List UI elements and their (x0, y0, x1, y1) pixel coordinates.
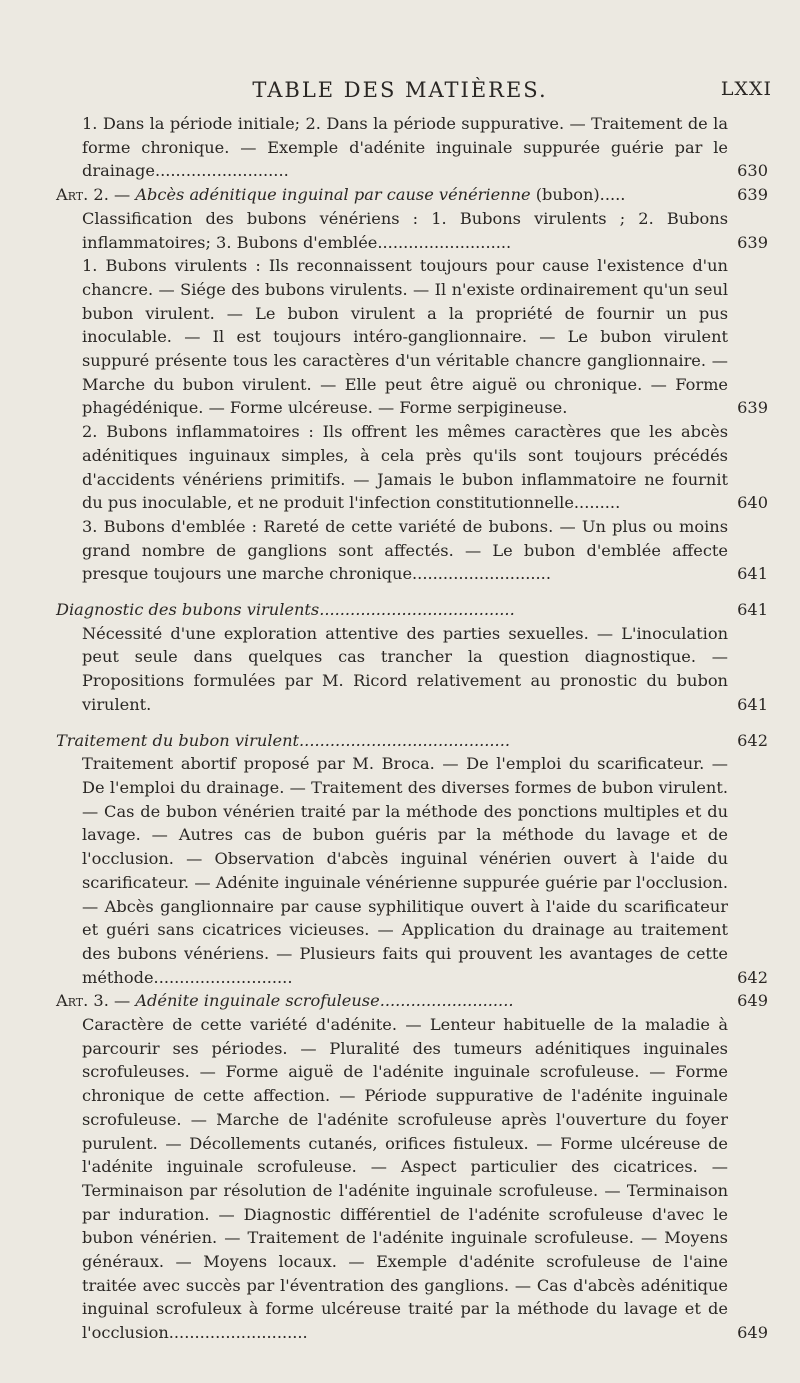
toc-page-ref: 649 (737, 1323, 768, 1343)
toc-article-entry (56, 183, 768, 207)
toc-page-ref: 640 (737, 493, 768, 513)
toc-content (56, 112, 768, 1345)
toc-entry: Classification des bubons vénériens : 1. Bubons virulents ; 2. Bubons inflammatoires; 3. Bubons d'emblée.......................... 639 (82, 207, 768, 254)
article-suffix: (bubon)..... (535, 185, 626, 205)
toc-page-ref: 641 (737, 564, 768, 584)
toc-page-ref: 642 (737, 967, 768, 987)
toc-entry: Caractère de cette variété d'adénite. — Lenteur habituelle de la maladie à parcourir ses périodes. — Pluralité des tumeurs adénitiques inguinales scrofuleuses. — Forme aiguë de l'adénite inguinale scrofuleuse. — Forme chronique de cette affection. — Période suppurative de l'adénite inguinale scrofuleuse. — Marche de l'adénite scrofuleuse après l'ouverture du foyer purulent. — Décollements cutanés, orifices fistuleux. — Forme ulcéreuse de l'adénite inguinale scrofuleuse. — Aspect particulier des cicatrices. — Terminaison par résolution de l'adénite inguinale scrofuleuse. — Terminaison par induration. — Diagnostic différentiel de l'adénite scrofuleuse d'avec le bubon vénérien. — Traitement de l'adénite inguinale scrofuleuse. — Moyens généraux. — Moyens locaux. — Exemple d'adénite scrofuleuse de l'aine traitée avec succès par l'éventration des ganglions. — Cas d'abcès adénitique inguinal scrofuleux à forme ulcéreuse traité par la méthode du lavage et de l'occlusion........................... 649 (82, 1013, 768, 1345)
toc-article-entry (56, 989, 768, 1013)
toc-page-ref: 639 (737, 185, 768, 205)
article-label: Art. 3. — (56, 991, 131, 1011)
article-title: Abcès adénitique inguinal par cause vénérienne (135, 185, 531, 205)
running-title: TABLE DES MATIÈRES. (252, 78, 548, 102)
toc-entry: 3. Bubons d'emblée : Rareté de cette variété de bubons. — Un plus ou moins grand nombre de ganglions sont affectés. — Le bubon d'emblée affecte presque toujours une marche chronique........................... 641 (82, 515, 768, 586)
toc-page-ref: 642 (737, 730, 768, 750)
toc-section-entry (56, 598, 768, 622)
toc-page-ref: 649 (737, 991, 768, 1011)
article-title: Adénite inguinale scrofuleuse.......................... (135, 991, 514, 1011)
toc-page-ref: 639 (737, 398, 768, 418)
toc-entry: 1. Bubons virulents : Ils reconnaissent toujours pour cause l'existence d'un chancre. — Siége des bubons virulents. — Il n'existe ordinairement qu'un seul bubon virulent. — Le bubon virulent a la propriété de fournir un pus inoculable. — Il est toujours intéro-ganglionnaire. — Le bubon virulent suppuré présente tous les caractères d'un véritable chancre ganglionnaire. — Marche du bubon virulent. — Elle peut être aiguë ou chronique. — Forme phagédénique. — Forme ulcéreuse. — Forme serpigineuse. 639 (82, 254, 768, 420)
section-title: Traitement du bubon virulent......................................... (56, 730, 510, 750)
page-header (0, 76, 800, 110)
section-title: Diagnostic des bubons virulents...................................... (56, 600, 515, 620)
toc-page-ref: 641 (737, 694, 768, 714)
toc-entry: Nécessité d'une exploration attentive des parties sexuelles. — L'inoculation peut seule dans quelques cas trancher la question diagnostique. — Propositions formulées par M. Ricord relativement au pronostic du bubon virulent. 641 (82, 622, 768, 717)
page-number: LXXI (720, 78, 772, 100)
toc-page-ref: 641 (737, 600, 768, 620)
toc-page-ref: 639 (737, 232, 768, 252)
toc-page-ref: 630 (737, 161, 768, 181)
toc-entry: Traitement abortif proposé par M. Broca. — De l'emploi du scarificateur. — De l'emploi du drainage. — Traitement des diverses formes de bubon virulent. — Cas de bubon vénérien traité par la méthode des ponctions multiples et du lavage. — Autres cas de bubon guéris par la méthode du lavage et de l'occlusion. — Observation d'abcès inguinal vénérien ouvert à l'aide du scarificateur. — Adénite inguinale vénérienne suppurée guérie par l'occlusion. — Abcès ganglionnaire par cause syphilitique ouvert à l'aide du scarificateur et guéri sans cicatrices vicieuses. — Application du drainage au traitement des bubons vénériens. — Plusieurs faits qui prouvent les avantages de cette méthode........................... 642 (82, 752, 768, 989)
toc-section-entry (56, 729, 768, 753)
toc-entry: 2. Bubons inflammatoires : Ils offrent les mêmes caractères que les abcès adénitiques inguinaux simples, à cela près qu'ils sont toujours précédés d'accidents vénériens primitifs. — Jamais le bubon inflammatoire ne fournit du pus inoculable, et ne produit l'infection constitutionnelle......... 640 (82, 420, 768, 515)
article-label: Art. 2. — (56, 185, 131, 205)
toc-entry: 1. Dans la période initiale; 2. Dans la période suppurative. — Traitement de la forme chronique. — Exemple d'adénite inguinale suppurée guérie par le drainage.......................... 630 (82, 112, 768, 183)
